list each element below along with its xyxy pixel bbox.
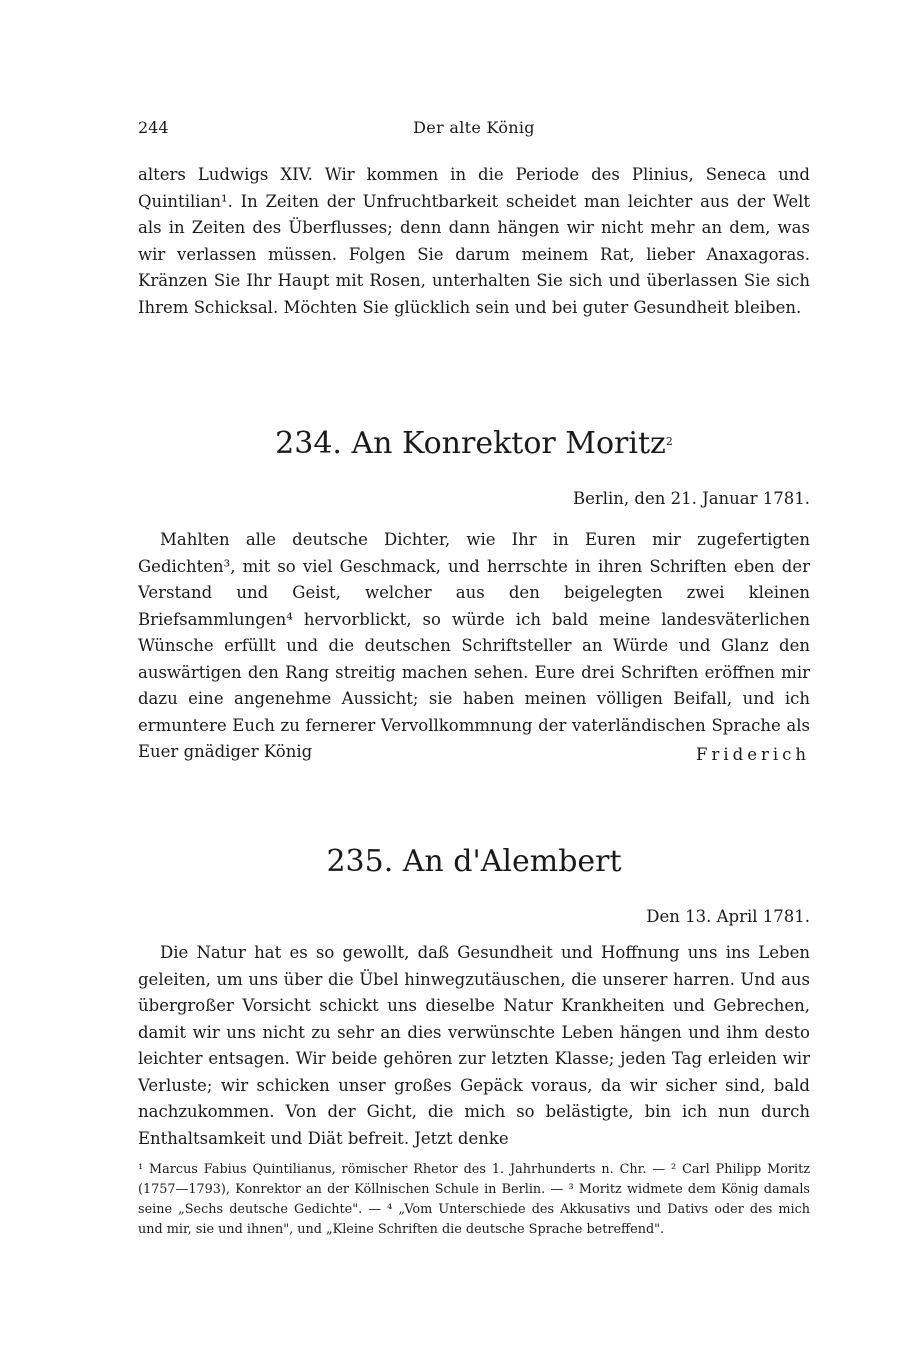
- letter-234-body: Mahlten alle deutsche Dichter, wie Ihr in Euren mir zugefertigten Gedichten³, mit so viel Geschmack, und herrschte in ihren Schriften eben der Verstand und Geist, welcher aus den beigelegten zwei kleinen Briefsammlungen⁴ hervorblickt, so würde ich bald meine landesväterlichen Wünsche erfüllt und die deutschen Schriftsteller an Würde und Glanz den auswärtigen den Rang streitig machen sehen. Eure drei Schriften eröffnen mir dazu eine angenehme Aussicht; sie haben meinen völligen Beifall, und ich ermuntere Euch zu fernerer Vervollkommnung der vaterländischen Sprache als Euer gnädiger König: [138, 530, 810, 761]
- page-header: [138, 118, 810, 142]
- letter-235-heading: 235. An d'Alembert: [326, 844, 622, 879]
- intro-paragraph: alters Ludwigs XIV. Wir kommen in die Periode des Plinius, Seneca und Quintilian¹. In Zeiten der Unfruchtbarkeit scheidet man leichter aus der Welt als in Zeiten des Überflusses; denn dann hängen wir nicht mehr an dem, was wir verlassen müssen. Folgen Sie darum meinem Rat, lieber Anaxagoras. Kränzen Sie Ihr Haupt mit Rosen, unterhalten Sie sich und überlassen Sie sich Ihrem Schicksal. Möchten Sie glücklich sein und bei guter Gesundheit bleiben.: [138, 165, 810, 317]
- letter-235-body: Die Natur hat es so gewollt, daß Gesundheit und Hoffnung uns ins Leben geleiten, um uns über die Übel hinwegzutäuschen, die unserer harren. Und aus übergroßer Vorsicht schickt uns dieselbe Natur Krankheiten und Gebrechen, damit wir uns nicht zu sehr an dies verwünschte Leben hängen und ihm desto leichter entsagen. Wir beide gehören zur letzten Klasse; jeden Tag erleiden wir Verluste; wir schicken unser großes Gepäck voraus, da wir sicher sind, bald nachzukommen. Von der Gicht, die mich so belästigte, bin ich nun durch Enthaltsamkeit und Diät befreit. Jetzt denke: [138, 943, 810, 1148]
- letter-234-signature: Friderich: [696, 745, 810, 764]
- page-number: 244: [138, 118, 169, 137]
- running-title: Der alte König: [413, 118, 535, 137]
- letter-234-dateline: Berlin, den 21. Januar 1781.: [572, 489, 810, 508]
- letter-235-dateline: Den 13. April 1781.: [646, 907, 810, 926]
- letter-234-heading-text: 234. An Konrektor Moritz: [275, 426, 666, 461]
- letter-234-heading-note: 2: [665, 435, 673, 448]
- letter-234-heading: [138, 424, 810, 464]
- footnotes: ¹ Marcus Fabius Quintilianus, römischer Rhetor des 1. Jahrhunderts n. Chr. — ² Carl Philipp Moritz (1757—1793), Konrektor an der Köllnischen Schule in Berlin. — ³ Moritz widmete dem König damals seine „Sechs deutsche Gedichte". — ⁴ „Vom Unterschiede des Akkusativs und Dativs oder des mich und mir, sie und ihnen", und „Kleine Schriften die deutsche Sprache betreffend".: [138, 1162, 810, 1237]
